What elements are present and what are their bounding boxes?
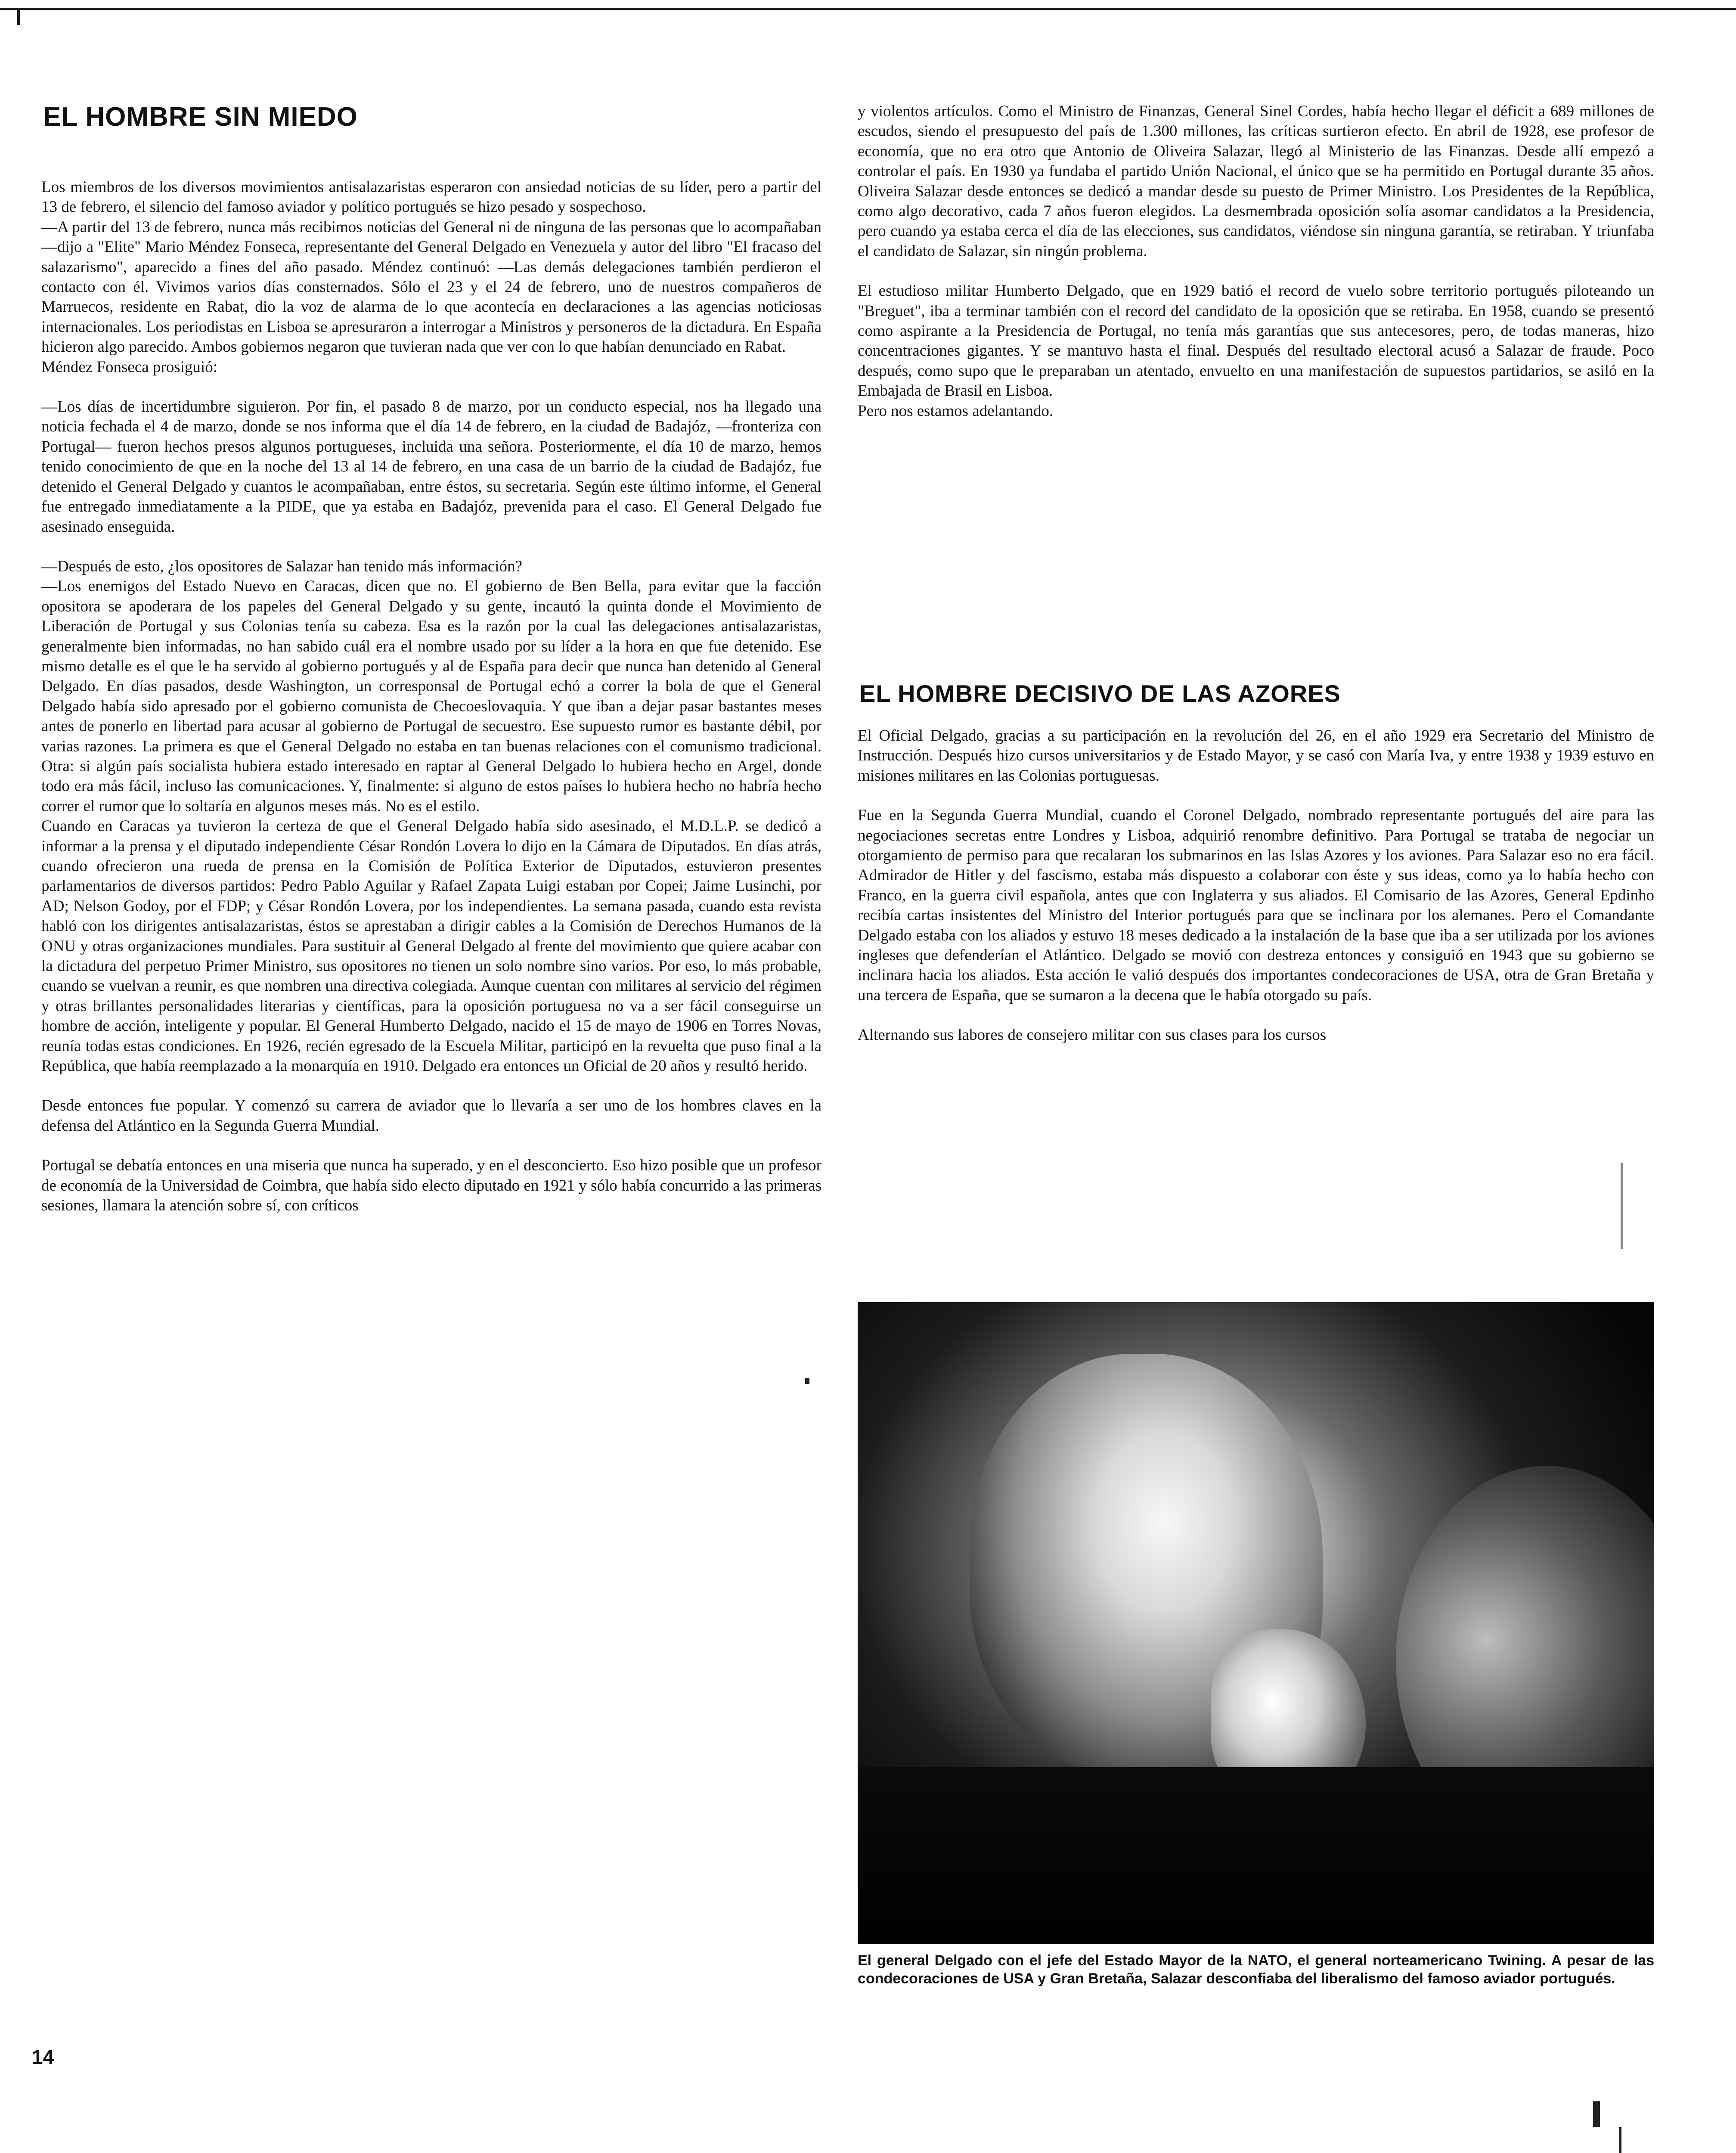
paragraph: El Oficial Delgado, gracias a su participación en la revolución del 26, en el año 1929 era Secretario del Ministro de Instrucción. Después hizo cursos universitarios y de Estado Mayor, y se casó con María Iva, y entre 1938 y 1939 estuvo en misiones militares en las Colonias portuguesas. — [858, 727, 1654, 785]
paragraph: El estudioso militar Humberto Delgado, que en 1929 batió el record de vuelo sobre territorio portugués piloteando un "Breguet", iba a terminar también con el record del candidato de la oposición que se retiraba. En 1958, cuando se presentó como aspirante a la Presidencia de Portugal, no tenía más garantías que sus antecesores, pero, de todas maneras, hizo concentraciones gigantes. Y se mantuvo hasta el final. Después del resultado electoral acusó a Salazar de fraude. Poco después, como supo que le preparaban un atentado, envuelto en una manifestación de supuestos partidarios, se asiló en la Embajada de Brasil en Lisboa. — [858, 282, 1654, 400]
scan-speck — [805, 1378, 809, 1384]
page-number: 14 — [32, 2046, 54, 2068]
scan-speck — [1619, 2127, 1621, 2153]
paragraph: Portugal se debatía entonces en una miseria que nunca ha superado, y en el desconcierto. Eso hizo posible que un profesor de economía de la Universidad de Coimbra, que había sido electo diputado en 1921 y sólo había concurrido a las primeras sesiones, llamara la atención sobre sí, con críticos — [41, 1157, 822, 1215]
scan-speck — [1621, 1163, 1623, 1249]
photo-caption: El general Delgado con el jefe del Estado Mayor de la NATO, el general norteamericano Twining. A pesar de las condecoraciones de USA y Gran Bretaña, Salazar desconfiaba del liberalismo del famoso aviador portugués. — [858, 1952, 1654, 1987]
paragraph: —Los días de incertidumbre siguieron. Por fin, el pasado 8 de marzo, por un conducto especial, nos ha llegado una noticia fechada el 4 de marzo, donde se nos informa que el día 14 de febrero, en la ciudad de Badajóz, —fronteriza con Portugal— fueron hechos presos algunos portugueses, incluida una señora. Posteriormente, el día 10 de marzo, hemos tenido conocimiento de que en la noche del 13 al 14 de febrero, en una casa de un barrio de la ciudad de Badajóz, fue detenido el General Delgado y cuantos le acompañaban, entre éstos, su secretaria. Según este último informe, el General fue entregado inmediatamente a la PIDE, que ya estaba en Badajóz, prevenida para el caso. El General Delgado fue asesinado enseguida. — [41, 398, 822, 536]
paragraph: Alternando sus labores de consejero militar con sus clases para los cursos — [858, 1026, 1327, 1044]
paragraph: Cuando en Caracas ya tuvieron la certeza de que el General Delgado había sido asesinado, el M.D.L.P. se dedicó a informar a la prensa y el diputado independiente César Rondón Lovera lo dijo en la Cámara de Diputados. En días atrás, cuando ofrecieron una rueda de prensa en la Comisión de Política Exterior de Diputados, estuvieron presentes parlamentarios de diversos partidos: Pedro Pablo Aguilar y Rafael Zapata Luigi estaban por Copei; Jaime Lusinchi, por AD; Nelson Godoy, por el FDP; y César Rondón Lovera, por los independientes. La semana pasada, cuando esta revista habló con los dirigentes antisalazaristas, éstos se aprestaban a dirigir cables a la Comisión de Derechos Humanos de la ONU y otras organizaciones mundiales. Para sustituir al General Delgado al frente del movimiento que quiere acabar con la dictadura del perpetuo Primer Ministro, sus opositores no tienen un solo nombre sino varios. Por eso, lo más probable, cuando se vuelvan a reunir, es que nombren una directiva colegiada. Aunque cuentan con militares al servicio del régimen y otras brillantes personalidades literarias y científicas, para la oposición portuguesa no va a ser fácil conseguirse un hombre de acción, inteligente y popular. El General Humberto Delgado, nacido el 15 de mayo de 1906 en Torres Novas, reunía todas estas condiciones. En 1926, recién egresado de la Escuela Militar, participó en la revuelta que puso final a la República, que había reemplazado a la monarquía en 1910. Delgado era entonces un Oficial de 20 años y resultó herido. — [41, 817, 822, 1075]
paragraph: Méndez Fonseca prosiguió: — [41, 358, 217, 376]
scan-speck — [1593, 2101, 1600, 2127]
headline-hombre-sin-miedo: EL HOMBRE SIN MIEDO — [43, 102, 358, 132]
top-rule — [0, 8, 1736, 10]
paragraph: —Los enemigos del Estado Nuevo en Caracas, dicen que no. El gobierno de Ben Bella, para evitar que la facción opositora se apoderara de los papeles del General Delgado y su gente, incautó la quinta donde el Movimiento de Liberación de Portugal y sus Colonias tenía su cabeza. Esa es la razón por la cual las delegaciones antisalazaristas, generalmente bien informadas, no han sabido cuál era el nombre usado por su líder a la hora en que fue detenido. Ese mismo detalle es el que le ha servido al gobierno portugués y al de España para decir que nunca han detenido al General Delgado. En días pasados, desde Washington, un corresponsal de Portugal echó a correr la bola de que el General Delgado había sido apresado por el gobierno comunista de Checoeslovaquia. Y que iban a dejar pasar bastantes meses antes de ponerlo en libertad para acusar al gobierno de Portugal de secuestro. Ese supuesto rumor es bastante débil, por varias razones. La primera es que el General Delgado no estaba en tan buenas relaciones con el comunismo tradicional. Otra: si algún país socialista hubiera estado interesado en raptar al General Delgado lo hubiera hecho en Argel, donde todo era más fácil, incluso las comunicaciones. Y, finalmente: si alguno de estos países lo hubiera hecho no habría hecho correr el rumor que lo soltaría en algunos meses más. No es el estilo. — [41, 577, 822, 815]
photo-shadow — [858, 1767, 1654, 1944]
paragraph: Desde entonces fue popular. Y comenzó su carrera de aviador que lo llevaría a ser uno de los hombres claves en la defensa del Atlántico en la Segunda Guerra Mundial. — [41, 1097, 822, 1135]
paragraph: Fue en la Segunda Guerra Mundial, cuando el Coronel Delgado, nombrado representante portugués del aire para las negociaciones secretas entre Londres y Lisboa, adquirió renombre definitivo. Para Portugal se trataba de negociar un otorgamiento de permiso para que recalaran los submarinos en las Islas Azores y los aviones. Para Salazar eso no era fácil. Admirador de Hitler y del fascismo, estaba más dispuesto a colaborar con éste y sus ideas, como ya lo había hecho con Franco, en la guerra civil española, antes que con Inglaterra y sus aliados. El Comisario de las Azores, General Epdinho recibía cartas insistentes del Ministro del Interior portugués para que se inclinara por los alemanes. Pero el Comandante Delgado estaba con los aliados y estuvo 18 meses dedicado a la instalación de la base que iba a ser utilizada por los aviones ingleses que defenderían el Atlántico. Delgado se movió con destreza entonces y consiguió en 1943 que su gobierno se inclinara hacia los aliados. Esta acción le valió después dos importantes condecoraciones de USA, otra de Gran Bretaña y una tercera de España, que se sumaron a la decena que le había otorgado su país. — [858, 807, 1654, 1004]
news-photo — [858, 1302, 1654, 1944]
right-article-body-bottom — [858, 726, 1654, 1045]
paragraph: Pero nos estamos adelantando. — [858, 402, 1054, 420]
paragraph: —A partir del 13 de febrero, nunca más recibimos noticias del General ni de ninguna de las personas que lo acompañaban —dijo a "Elite" Mario Méndez Fonseca, representante del General Delgado en Venezuela y autor del libro "El fracaso del salazarismo", aparecido a fines del año pasado. Méndez continuó: —Las demás delegaciones también perdieron el contacto con él. Vivimos varios días consternados. Sólo el 23 y el 24 de febrero, uno de nuestros compañeros de Marruecos, residente en Rabat, dio la voz de alarma de lo que acontecía en declaraciones a las agencias noticiosas internacionales. Los periodistas en Lisboa se apresuraron a interrogar a Ministros y personeros de la dictadura. En España hicieron algo parecido. Ambos gobiernos negaron que tuvieran nada que ver con lo que habían denunciado en Rabat. — [41, 218, 822, 356]
left-article-body — [41, 177, 822, 1216]
corner-mark — [17, 8, 20, 25]
paragraph: Los miembros de los diversos movimientos antisalazaristas esperaron con ansiedad noticias de su líder, pero a partir del 13 de febrero, el silencio del famoso aviador y político portugués se hizo pesado y sospechoso. — [41, 178, 822, 216]
paragraph: y violentos artículos. Como el Ministro de Finanzas, General Sinel Cordes, había hecho llegar el déficit a 689 millones de escudos, siendo el presupuesto del país de 1.300 millones, las críticas surtieron efecto. En abril de 1928, ese profesor de economía, que no era otro que Antonio de Oliveira Salazar, llegó al Ministerio de las Finanzas. Desde allí empezó a controlar el país. En 1930 ya fundaba el partido Unión Nacional, el único que se ha permitido en Portugal durante 35 años. Oliveira Salazar desde entonces se dedicó a mandar desde su puesto de Primer Ministro. Los Presidentes de la República, como algo decorativo, cada 7 años fueron elegidos. La desmembrada oposición solía asomar candidatos a la Presidencia, pero cuando ya estaba cerca el día de las elecciones, sus candidatos, viéndose sin ninguna garantía, se retiraban. Y triunfaba el candidato de Salazar, sin ningún problema. — [858, 102, 1654, 260]
right-article-body-top — [858, 102, 1654, 421]
paragraph: —Después de esto, ¿los opositores de Salazar han tenido más información? — [41, 557, 522, 575]
headline-hombre-decisivo: EL HOMBRE DECISIVO DE LAS AZORES — [859, 680, 1341, 707]
